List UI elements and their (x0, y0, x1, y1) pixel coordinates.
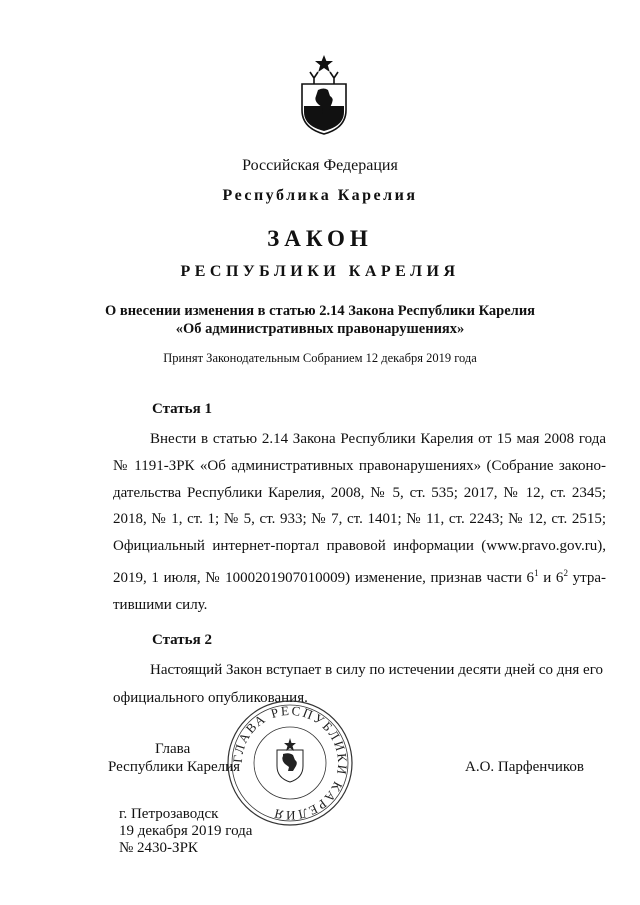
article-1-line: № 1191-ЗРК «Об административных правонарушениях» (Собрание законо- (113, 457, 606, 474)
adoption-note: Принят Законодательным Собранием 12 декабря 2019 года (163, 351, 477, 365)
text-fragment: утра- (567, 569, 606, 586)
document-type-subtitle: РЕСПУБЛИКИ КАРЕЛИЯ (180, 263, 460, 280)
article-1-heading: Статья 1 (152, 401, 212, 417)
article-1-line-with-superscripts (113, 560, 606, 592)
article-1-line: дательства Республики Карелия, 2008, № 5, ст. 535; 2017, № 12, ст. 2345; (113, 484, 606, 501)
republic-name: Республика Карелия (222, 187, 418, 204)
signatory-title-line-2: Республики Карелия (108, 759, 241, 775)
article-2-text (113, 656, 606, 712)
article-1-line: Официальный интернет-портал правовой информации (www.pravo.gov.ru), (113, 538, 606, 555)
article-1-line: Внести в статью 2.14 Закона Республики Карелия от 15 мая 2008 года (150, 431, 606, 447)
coat-of-arms-icon (296, 54, 352, 136)
superscript: 1 (534, 567, 539, 578)
official-seal (225, 698, 355, 828)
superscript: 2 (563, 567, 568, 578)
law-title-line-2: «Об административных правонарушениях» (175, 321, 465, 337)
law-title (0, 302, 640, 338)
seal-text: ГЛАВА РЕСПУБЛИКИ КАРЕЛИЯ (229, 702, 351, 824)
signatory-name: А.О. Парфенчиков (465, 759, 584, 775)
country-name: Российская Федерация (242, 157, 398, 174)
law-title-line-1: О внесении изменения в статью 2.14 Закона Республики Карелия (104, 303, 536, 319)
article-2-line: официального опубликования. (113, 690, 308, 706)
article-1-line: тившими силу. (113, 596, 208, 613)
law-number: № 2430-ЗРК (119, 840, 198, 856)
signatory-title-line-1: Глава (155, 741, 191, 757)
article-1-text (113, 426, 606, 619)
article-2-line: Настоящий Закон вступает в силу по истечении десяти дней со дня его (150, 662, 603, 678)
article-2-heading: Статья 2 (152, 632, 212, 648)
document-type: ЗАКОН (267, 226, 373, 251)
signing-date: 19 декабря 2019 года (119, 823, 253, 839)
place-of-signing: г. Петрозаводск (119, 806, 219, 822)
text-fragment: и 6 (538, 569, 564, 586)
text-fragment: 2019, 1 июля, № 1000201907010009) изменение, признав части 6 (113, 569, 535, 586)
article-1-line: 2018, № 1, ст. 1; № 5, ст. 933; № 7, ст. 1401; № 11, ст. 2243; № 12, ст. 2515; (113, 511, 606, 528)
